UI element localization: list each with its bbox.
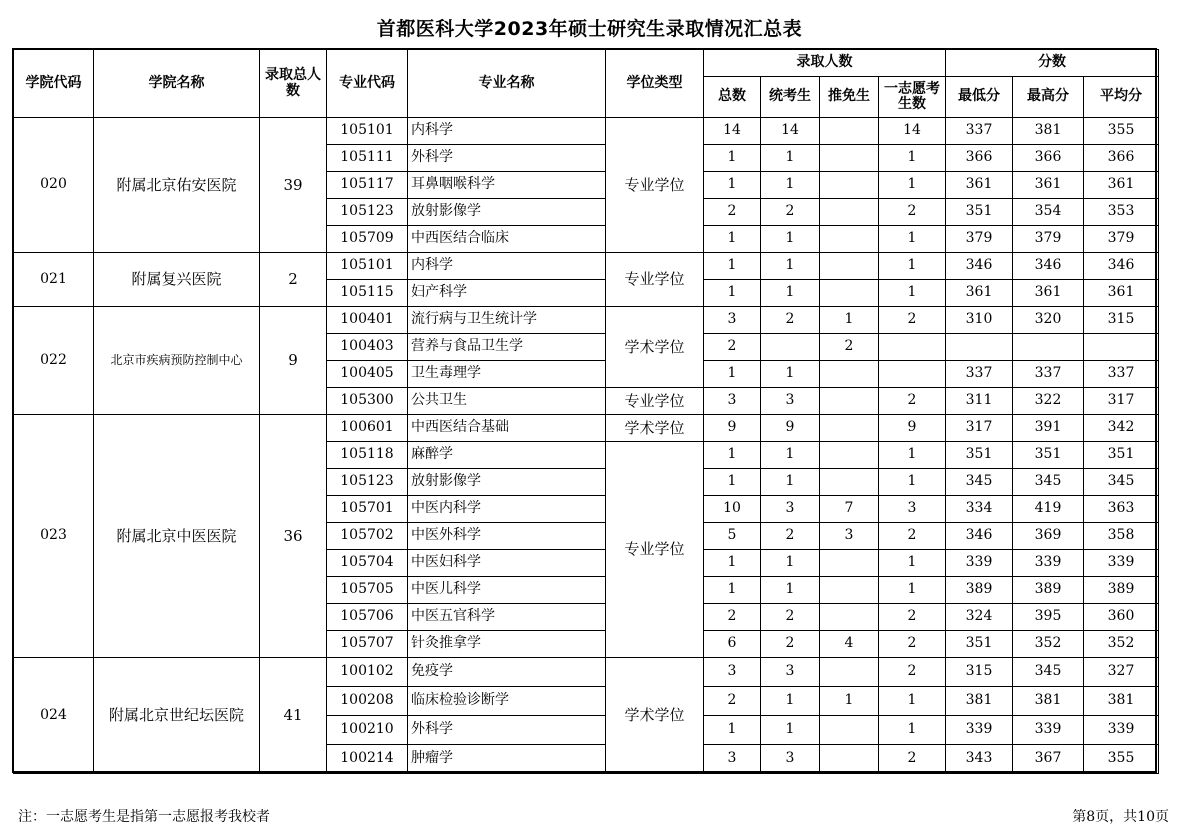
count-exempt-cell — [820, 415, 879, 442]
count-first-choice-cell: 2 — [879, 199, 946, 226]
table-row — [14, 118, 1159, 145]
major-name-cell: 中医妇科学 — [408, 550, 606, 577]
score-min-cell: 361 — [946, 172, 1013, 199]
score-max-cell: 346 — [1013, 253, 1084, 280]
score-avg-cell: 366 — [1084, 145, 1159, 172]
count-first-choice-cell: 2 — [879, 658, 946, 687]
count-total-cell: 1 — [704, 469, 761, 496]
score-max-cell: 381 — [1013, 118, 1084, 145]
count-exam-cell: 1 — [761, 145, 820, 172]
major-name-cell: 耳鼻咽喉科学 — [408, 172, 606, 199]
score-max-cell — [1013, 334, 1084, 361]
count-exempt-cell — [820, 388, 879, 415]
header-count-exam: 统考生 — [761, 77, 820, 118]
count-exempt-cell — [820, 118, 879, 145]
degree-type-cell: 学术学位 — [606, 307, 704, 388]
score-min-cell: 351 — [946, 442, 1013, 469]
count-first-choice-cell: 2 — [879, 388, 946, 415]
table-row — [14, 658, 1159, 687]
page-number: 第8页，共10页 — [1072, 809, 1169, 825]
count-exam-cell: 1 — [761, 550, 820, 577]
count-total-cell: 1 — [704, 550, 761, 577]
count-exempt-cell — [820, 550, 879, 577]
header-score-group: 分数 — [946, 50, 1159, 77]
major-code-cell: 100208 — [327, 687, 408, 716]
score-avg-cell: 337 — [1084, 361, 1159, 388]
score-min-cell: 346 — [946, 253, 1013, 280]
count-exam-cell: 2 — [761, 523, 820, 550]
score-min-cell: 381 — [946, 687, 1013, 716]
score-min-cell: 337 — [946, 118, 1013, 145]
count-exempt-cell — [820, 280, 879, 307]
total-admitted-cell: 41 — [260, 658, 327, 774]
count-first-choice-cell: 1 — [879, 550, 946, 577]
major-name-cell: 中医内科学 — [408, 496, 606, 523]
score-max-cell: 395 — [1013, 604, 1084, 631]
score-max-cell: 345 — [1013, 469, 1084, 496]
count-first-choice-cell: 1 — [879, 577, 946, 604]
count-exam-cell: 1 — [761, 469, 820, 496]
major-name-cell: 放射影像学 — [408, 469, 606, 496]
count-total-cell: 5 — [704, 523, 761, 550]
major-code-cell: 105111 — [327, 145, 408, 172]
count-exam-cell: 1 — [761, 716, 820, 745]
count-exempt-cell — [820, 604, 879, 631]
total-admitted-cell: 2 — [260, 253, 327, 307]
count-exam-cell: 1 — [761, 280, 820, 307]
count-exempt-cell — [820, 745, 879, 774]
count-total-cell: 1 — [704, 442, 761, 469]
table-body — [14, 118, 1159, 774]
score-avg-cell: 355 — [1084, 745, 1159, 774]
major-code-cell: 105123 — [327, 469, 408, 496]
score-min-cell: 310 — [946, 307, 1013, 334]
college-code-cell: 022 — [14, 307, 94, 415]
count-exempt-cell — [820, 716, 879, 745]
page-title: 首都医科大学2023年硕士研究生录取情况汇总表 — [376, 18, 803, 40]
count-total-cell: 1 — [704, 716, 761, 745]
degree-type-cell: 学术学位 — [606, 415, 704, 442]
count-exempt-cell — [820, 469, 879, 496]
score-avg-cell: 315 — [1084, 307, 1159, 334]
count-first-choice-cell: 1 — [879, 469, 946, 496]
count-exempt-cell — [820, 145, 879, 172]
score-max-cell: 320 — [1013, 307, 1084, 334]
degree-type-cell: 专业学位 — [606, 388, 704, 415]
score-avg-cell: 346 — [1084, 253, 1159, 280]
count-total-cell: 10 — [704, 496, 761, 523]
count-total-cell: 3 — [704, 388, 761, 415]
total-admitted-cell: 39 — [260, 118, 327, 253]
major-name-cell: 免疫学 — [408, 658, 606, 687]
score-min-cell: 334 — [946, 496, 1013, 523]
count-first-choice-cell: 9 — [879, 415, 946, 442]
score-max-cell: 361 — [1013, 280, 1084, 307]
score-avg-cell: 361 — [1084, 172, 1159, 199]
count-total-cell: 3 — [704, 745, 761, 774]
college-name-cell: 北京市疾病预防控制中心 — [94, 307, 260, 415]
major-code-cell: 105702 — [327, 523, 408, 550]
count-exam-cell: 3 — [761, 658, 820, 687]
major-name-cell: 中西医结合基础 — [408, 415, 606, 442]
count-exam-cell: 1 — [761, 577, 820, 604]
score-min-cell: 346 — [946, 523, 1013, 550]
score-max-cell: 337 — [1013, 361, 1084, 388]
count-exam-cell: 3 — [761, 388, 820, 415]
count-first-choice-cell: 14 — [879, 118, 946, 145]
degree-type-cell: 专业学位 — [606, 118, 704, 253]
count-exempt-cell — [820, 253, 879, 280]
college-name-cell: 附属北京世纪坛医院 — [94, 658, 260, 774]
score-min-cell: 361 — [946, 280, 1013, 307]
score-avg-cell: 360 — [1084, 604, 1159, 631]
score-max-cell: 361 — [1013, 172, 1084, 199]
count-total-cell: 1 — [704, 226, 761, 253]
score-max-cell: 419 — [1013, 496, 1084, 523]
degree-type-cell: 专业学位 — [606, 253, 704, 307]
count-exempt-cell — [820, 172, 879, 199]
major-code-cell: 100214 — [327, 745, 408, 774]
count-exempt-cell: 2 — [820, 334, 879, 361]
score-max-cell: 339 — [1013, 550, 1084, 577]
count-total-cell: 2 — [704, 604, 761, 631]
major-name-cell: 流行病与卫生统计学 — [408, 307, 606, 334]
count-exam-cell: 1 — [761, 442, 820, 469]
count-total-cell: 1 — [704, 253, 761, 280]
score-min-cell: 339 — [946, 716, 1013, 745]
major-name-cell: 放射影像学 — [408, 199, 606, 226]
major-name-cell: 内科学 — [408, 118, 606, 145]
major-code-cell: 100403 — [327, 334, 408, 361]
major-name-cell: 中医儿科学 — [408, 577, 606, 604]
score-min-cell: 324 — [946, 604, 1013, 631]
college-code-cell: 020 — [14, 118, 94, 253]
major-code-cell: 105101 — [327, 253, 408, 280]
count-exam-cell: 1 — [761, 687, 820, 716]
major-name-cell: 卫生毒理学 — [408, 361, 606, 388]
score-avg-cell: 379 — [1084, 226, 1159, 253]
major-code-cell: 105300 — [327, 388, 408, 415]
count-total-cell: 2 — [704, 199, 761, 226]
score-avg-cell: 361 — [1084, 280, 1159, 307]
count-exempt-cell: 3 — [820, 523, 879, 550]
count-total-cell: 3 — [704, 307, 761, 334]
score-avg-cell: 358 — [1084, 523, 1159, 550]
count-exam-cell: 1 — [761, 226, 820, 253]
score-min-cell — [946, 334, 1013, 361]
major-code-cell: 100210 — [327, 716, 408, 745]
major-name-cell: 肿瘤学 — [408, 745, 606, 774]
count-first-choice-cell: 2 — [879, 307, 946, 334]
major-code-cell: 105117 — [327, 172, 408, 199]
count-first-choice-cell: 3 — [879, 496, 946, 523]
table-row — [14, 253, 1159, 280]
college-code-cell: 021 — [14, 253, 94, 307]
score-avg-cell: 339 — [1084, 550, 1159, 577]
score-max-cell: 354 — [1013, 199, 1084, 226]
count-total-cell: 1 — [704, 145, 761, 172]
count-first-choice-cell: 1 — [879, 716, 946, 745]
score-avg-cell: 381 — [1084, 687, 1159, 716]
score-avg-cell: 355 — [1084, 118, 1159, 145]
score-min-cell: 345 — [946, 469, 1013, 496]
score-max-cell: 351 — [1013, 442, 1084, 469]
score-min-cell: 311 — [946, 388, 1013, 415]
score-avg-cell: 389 — [1084, 577, 1159, 604]
table-row — [14, 415, 1159, 442]
college-code-cell: 023 — [14, 415, 94, 658]
score-min-cell: 343 — [946, 745, 1013, 774]
header-major-code: 专业代码 — [327, 50, 408, 118]
header-count-first-choice: 一志愿考生数 — [879, 77, 946, 118]
score-max-cell: 369 — [1013, 523, 1084, 550]
count-exam-cell — [761, 334, 820, 361]
major-name-cell: 中医外科学 — [408, 523, 606, 550]
header-major-name: 专业名称 — [408, 50, 606, 118]
count-first-choice-cell: 1 — [879, 442, 946, 469]
score-max-cell: 379 — [1013, 226, 1084, 253]
count-total-cell: 1 — [704, 361, 761, 388]
count-first-choice-cell: 2 — [879, 631, 946, 658]
major-name-cell: 外科学 — [408, 716, 606, 745]
major-name-cell: 内科学 — [408, 253, 606, 280]
count-exam-cell: 2 — [761, 199, 820, 226]
major-name-cell: 公共卫生 — [408, 388, 606, 415]
count-exam-cell: 2 — [761, 604, 820, 631]
score-max-cell: 322 — [1013, 388, 1084, 415]
major-name-cell: 针灸推拿学 — [408, 631, 606, 658]
score-avg-cell — [1084, 334, 1159, 361]
count-exam-cell: 9 — [761, 415, 820, 442]
college-name-cell: 附属北京佑安医院 — [94, 118, 260, 253]
major-code-cell: 105707 — [327, 631, 408, 658]
admissions-table — [13, 49, 1159, 774]
header-score-min: 最低分 — [946, 77, 1013, 118]
total-admitted-cell: 9 — [260, 307, 327, 415]
major-name-cell: 中西医结合临床 — [408, 226, 606, 253]
score-avg-cell: 345 — [1084, 469, 1159, 496]
count-total-cell: 9 — [704, 415, 761, 442]
count-exam-cell: 1 — [761, 253, 820, 280]
count-first-choice-cell: 1 — [879, 172, 946, 199]
count-first-choice-cell: 2 — [879, 604, 946, 631]
major-code-cell: 100601 — [327, 415, 408, 442]
major-name-cell: 中医五官科学 — [408, 604, 606, 631]
college-code-cell: 024 — [14, 658, 94, 774]
count-exam-cell: 14 — [761, 118, 820, 145]
score-avg-cell: 353 — [1084, 199, 1159, 226]
college-name-cell: 附属复兴医院 — [94, 253, 260, 307]
count-exempt-cell — [820, 442, 879, 469]
header-score-avg: 平均分 — [1084, 77, 1159, 118]
count-first-choice-cell — [879, 361, 946, 388]
degree-type-cell: 学术学位 — [606, 658, 704, 774]
header-count-exempt: 推免生 — [820, 77, 879, 118]
count-first-choice-cell: 2 — [879, 745, 946, 774]
header-score-max: 最高分 — [1013, 77, 1084, 118]
major-code-cell: 105118 — [327, 442, 408, 469]
major-code-cell: 105709 — [327, 226, 408, 253]
score-min-cell: 339 — [946, 550, 1013, 577]
count-first-choice-cell: 2 — [879, 523, 946, 550]
score-max-cell: 381 — [1013, 687, 1084, 716]
count-first-choice-cell: 1 — [879, 253, 946, 280]
header-admitted-group: 录取人数 — [704, 50, 946, 77]
count-exempt-cell — [820, 226, 879, 253]
score-max-cell: 352 — [1013, 631, 1084, 658]
score-max-cell: 345 — [1013, 658, 1084, 687]
count-total-cell: 14 — [704, 118, 761, 145]
table-row — [14, 307, 1159, 334]
header-degree-type: 学位类型 — [606, 50, 704, 118]
major-code-cell: 105115 — [327, 280, 408, 307]
count-first-choice-cell — [879, 334, 946, 361]
count-first-choice-cell: 1 — [879, 687, 946, 716]
major-code-cell: 100102 — [327, 658, 408, 687]
score-min-cell: 366 — [946, 145, 1013, 172]
college-name-cell: 附属北京中医医院 — [94, 415, 260, 658]
count-total-cell: 2 — [704, 687, 761, 716]
major-code-cell: 105123 — [327, 199, 408, 226]
degree-type-cell: 专业学位 — [606, 442, 704, 658]
score-max-cell: 389 — [1013, 577, 1084, 604]
major-code-cell: 105701 — [327, 496, 408, 523]
score-max-cell: 367 — [1013, 745, 1084, 774]
total-admitted-cell: 36 — [260, 415, 327, 658]
score-avg-cell: 317 — [1084, 388, 1159, 415]
score-min-cell: 317 — [946, 415, 1013, 442]
count-first-choice-cell: 1 — [879, 145, 946, 172]
count-exam-cell: 1 — [761, 172, 820, 199]
score-min-cell: 379 — [946, 226, 1013, 253]
score-avg-cell: 339 — [1084, 716, 1159, 745]
count-total-cell: 1 — [704, 172, 761, 199]
score-avg-cell: 342 — [1084, 415, 1159, 442]
score-min-cell: 315 — [946, 658, 1013, 687]
score-min-cell: 351 — [946, 631, 1013, 658]
major-name-cell: 临床检验诊断学 — [408, 687, 606, 716]
count-total-cell: 6 — [704, 631, 761, 658]
count-exam-cell: 2 — [761, 307, 820, 334]
score-avg-cell: 363 — [1084, 496, 1159, 523]
count-exam-cell: 3 — [761, 496, 820, 523]
score-avg-cell: 327 — [1084, 658, 1159, 687]
header-college-code: 学院代码 — [14, 50, 94, 118]
score-min-cell: 337 — [946, 361, 1013, 388]
major-code-cell: 105705 — [327, 577, 408, 604]
score-max-cell: 366 — [1013, 145, 1084, 172]
header-count-total: 总数 — [704, 77, 761, 118]
major-code-cell: 105706 — [327, 604, 408, 631]
count-exempt-cell — [820, 361, 879, 388]
count-exempt-cell: 4 — [820, 631, 879, 658]
count-exam-cell: 3 — [761, 745, 820, 774]
score-avg-cell: 351 — [1084, 442, 1159, 469]
score-avg-cell: 352 — [1084, 631, 1159, 658]
score-min-cell: 351 — [946, 199, 1013, 226]
count-total-cell: 1 — [704, 280, 761, 307]
major-code-cell: 105101 — [327, 118, 408, 145]
count-first-choice-cell: 1 — [879, 280, 946, 307]
major-name-cell: 外科学 — [408, 145, 606, 172]
major-code-cell: 105704 — [327, 550, 408, 577]
count-exam-cell: 2 — [761, 631, 820, 658]
major-name-cell: 妇产科学 — [408, 280, 606, 307]
count-total-cell: 2 — [704, 334, 761, 361]
count-exempt-cell — [820, 658, 879, 687]
score-max-cell: 339 — [1013, 716, 1084, 745]
count-exempt-cell: 7 — [820, 496, 879, 523]
major-code-cell: 100401 — [327, 307, 408, 334]
header-total-admitted: 录取总人数 — [260, 50, 327, 118]
count-total-cell: 1 — [704, 577, 761, 604]
major-code-cell: 100405 — [327, 361, 408, 388]
major-name-cell: 麻醉学 — [408, 442, 606, 469]
count-exempt-cell — [820, 577, 879, 604]
score-min-cell: 389 — [946, 577, 1013, 604]
count-exempt-cell — [820, 199, 879, 226]
header-college-name: 学院名称 — [94, 50, 260, 118]
score-max-cell: 391 — [1013, 415, 1084, 442]
count-exempt-cell: 1 — [820, 307, 879, 334]
major-name-cell: 营养与食品卫生学 — [408, 334, 606, 361]
count-first-choice-cell: 1 — [879, 226, 946, 253]
footer-note: 注：一志愿考生是指第一志愿报考我校者 — [18, 809, 270, 825]
count-exempt-cell: 1 — [820, 687, 879, 716]
count-exam-cell: 1 — [761, 361, 820, 388]
count-total-cell: 3 — [704, 658, 761, 687]
